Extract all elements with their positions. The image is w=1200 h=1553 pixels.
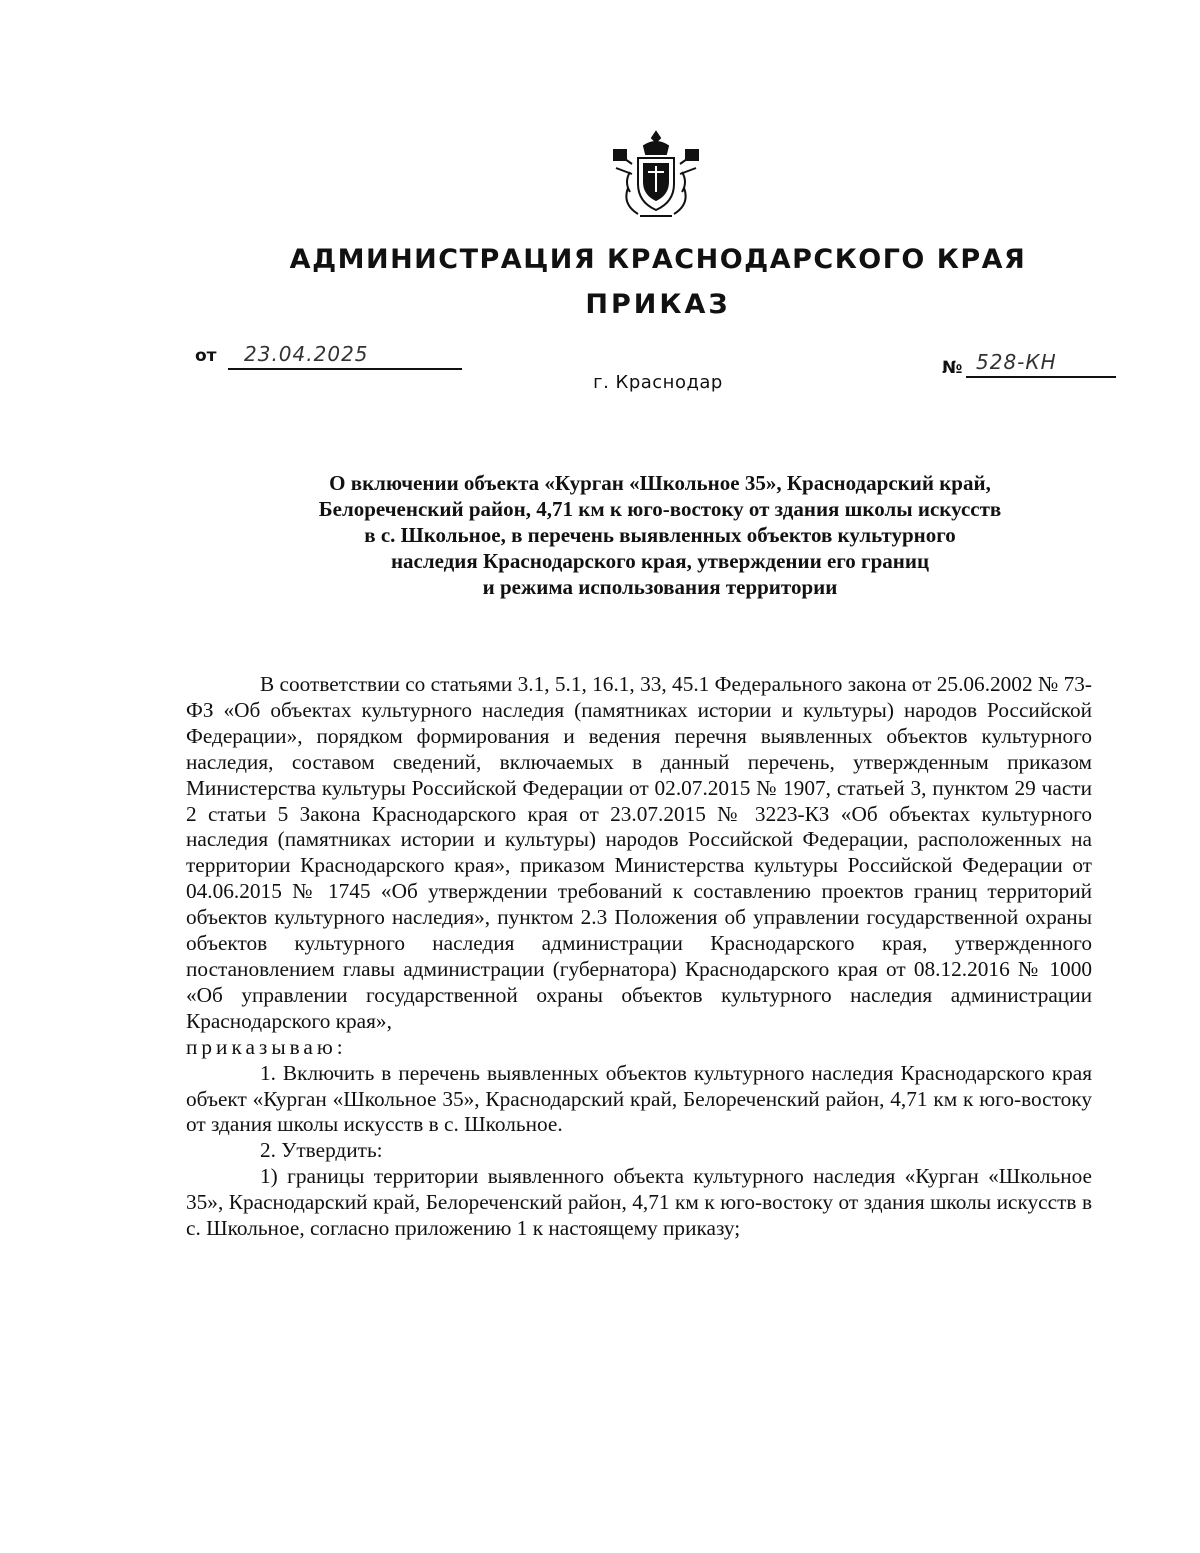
item-2-1: 1) границы территории выявленного объекта культурного наследия «Курган «Школьное 35», Краснодарский край, Белореченский район, 4,71 км к юго-востоку от здания школы искусств в с. Школьное, согласно приложению 1 к настоящему приказу; <box>186 1164 1092 1241</box>
order-word-paragraph <box>186 1035 1092 1061</box>
title-line: в с. Школьное, в перечень выявленных объектов культурного <box>364 523 956 547</box>
title-line: Белореченский район, 4,71 км к юго-востоку от здания школы искусств <box>318 497 1002 521</box>
handwritten-number: 528-КН <box>976 350 1057 374</box>
preamble-text: В соответствии со статьями 3.1, 5.1, 16.1, 33, 45.1 Федерального закона от 25.06.2002 № 73-ФЗ «Об объектах культурного наследия (памятниках истории и культуры) народов Российской Федерации», порядком формирования и ведения перечня выявленных объектов культурного наследия, составом сведений, включаемых в данный перечень, утвержденным приказом Министерства культуры Российской Федерации от 02.07.2015 № 1907, статьей 3, пунктом 29 части 2 статьи 5 Закона Краснодарского края от 23.07.2015 № 3223-КЗ «Об объектах культурного наследия (памятниках истории и культуры) народов Российской Федерации, расположенных на территории Краснодарского края», приказом Министерства культуры Российской Федерации от 04.06.2015 № 1745 «Об утверждении требований к составлению проектов границ территорий объектов культурного наследия», пунктом 2.3 Положения об управлении государственной охраны объектов культурного наследия администрации Краснодарского края, утвержденного постановлением главы администрации (губернатора) Краснодарского края от 08.12.2016 № 1000 «Об управлении государственной охраны объектов культурного наследия администрации Краснодарского края», <box>186 672 1092 1033</box>
document-title <box>160 470 1160 600</box>
item-2: 2. Утвердить: <box>260 1138 383 1163</box>
title-line: наследия Краснодарского края, утверждении его границ <box>390 549 930 573</box>
handwritten-date: 23.04.2025 <box>244 342 369 366</box>
document-body <box>186 672 1092 1242</box>
organization-name: АДМИНИСТРАЦИЯ КРАСНОДАРСКОГО КРАЯ <box>289 244 1027 275</box>
order-word: приказываю: <box>186 1034 347 1059</box>
title-line: и режима использования территории <box>482 575 838 599</box>
city: г. Краснодар <box>593 372 723 393</box>
title-line: О включении объекта «Курган «Школьное 35», Краснодарский край, <box>329 471 991 495</box>
item-1: 1. Включить в перечень выявленных объектов культурного наследия Краснодарского края объект «Курган «Школьное 35», Краснодарский край, Белореченский район, 4,71 км к юго-востоку от здания школы искусств в с. Школьное. <box>186 1060 1092 1137</box>
coat-of-arms-icon <box>608 128 704 224</box>
date-label: от <box>195 346 217 366</box>
date-field <box>228 340 462 370</box>
document-type: ПРИКАЗ <box>585 289 731 320</box>
number-label: № <box>942 358 963 378</box>
preamble-paragraph <box>186 672 1092 1035</box>
